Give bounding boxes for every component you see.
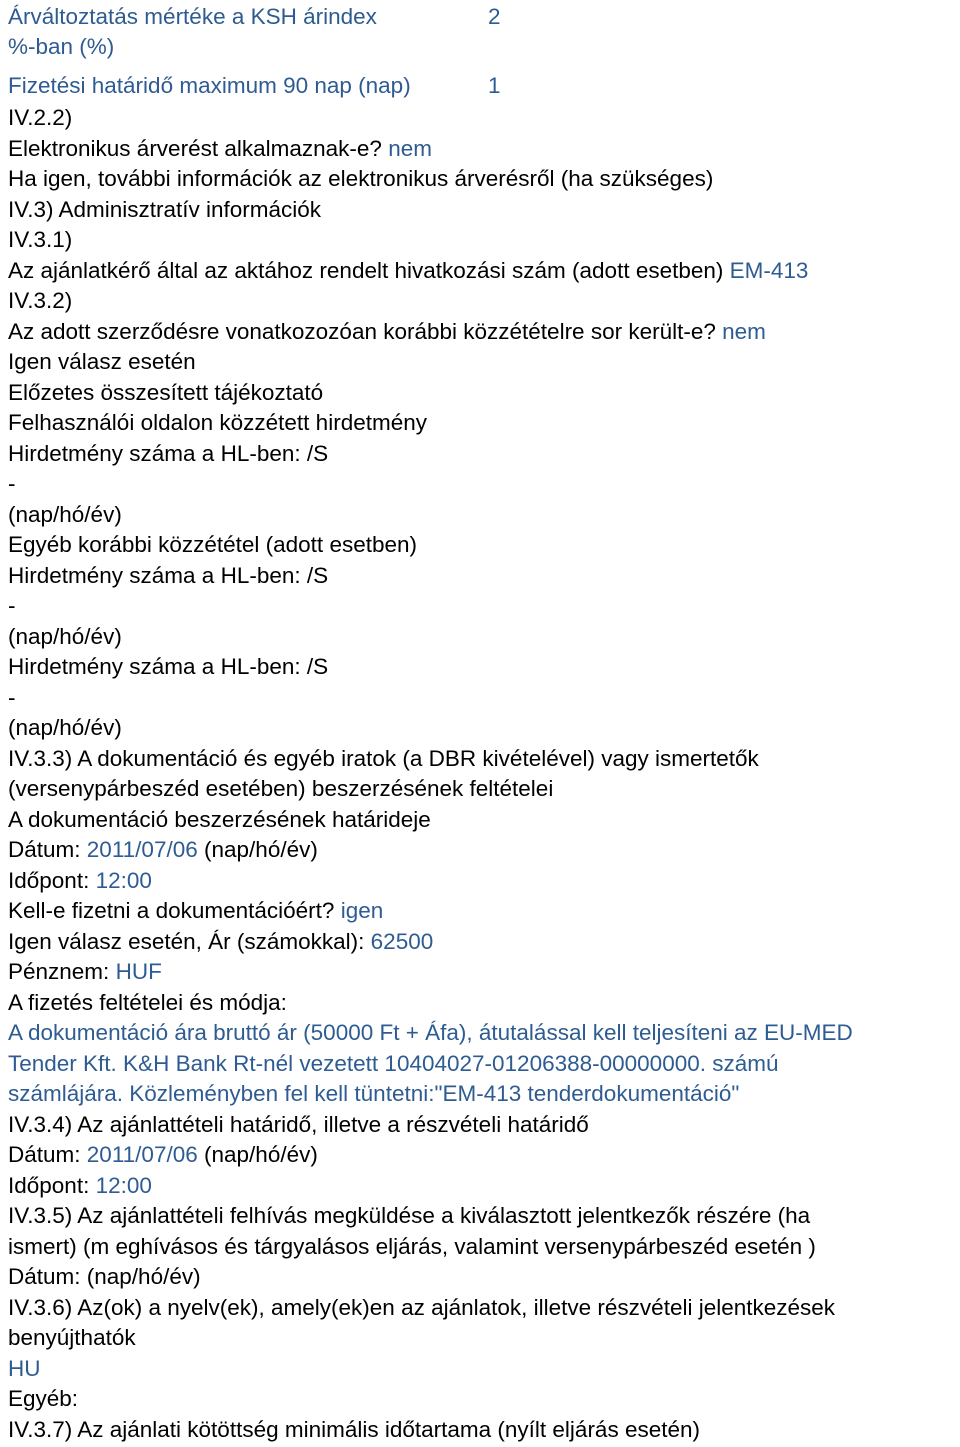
documentation-time-line <box>8 868 152 894</box>
invitation-date-line: Dátum: (nap/hó/év) <box>8 1264 201 1289</box>
section-heading: IV.3.7) Az ajánlati kötöttség minimális időtartama (nyílt eljárás esetén) <box>8 1417 700 1442</box>
payment-terms-text: A dokumentáció ára bruttó ár (50000 Ft + Áfa), átutalással kell teljesíteni az EU-MED <box>8 1020 853 1045</box>
section-heading: IV.3.2) <box>8 288 73 313</box>
price-line <box>8 929 433 955</box>
reference-number-line <box>8 258 808 284</box>
date-value: 2011/07/06 <box>86 837 198 862</box>
time-value: 12:00 <box>95 1173 152 1198</box>
time-label: Időpont: <box>8 1173 90 1198</box>
notice-number-dash: - <box>8 685 16 710</box>
payment-terms-label: A fizetés feltételei és módja: <box>8 990 287 1015</box>
criterion-weight: 2 <box>488 4 501 29</box>
price-label: Igen válasz esetén, Ár (számokkal): <box>8 929 365 954</box>
previous-publication-question: Az adott szerződésre vonatkozozóan korábbi közzétételre sor került-e? <box>8 319 716 344</box>
other-previous-publication: Egyéb korábbi közzététel (adott esetben) <box>8 532 417 557</box>
reference-number-label: Az ajánlatkérő által az aktához rendelt hivatkozási szám (adott esetben) <box>8 258 724 283</box>
notice-number-label: Hirdetmény száma a HL-ben: /S <box>8 441 329 466</box>
award-criteria-table <box>8 2 528 101</box>
tender-time-line <box>8 1173 152 1199</box>
previous-publication-line <box>8 319 766 345</box>
tender-date-line <box>8 1142 318 1168</box>
e-auction-info: Ha igen, további információk az elektronikus árverésről (ha szükséges) <box>8 166 714 191</box>
payment-terms-text: Tender Kft. K&H Bank Rt-nél vezetett 10404027-01206388-00000000. számú <box>8 1051 779 1076</box>
payment-required-line <box>8 898 383 924</box>
criterion-row <box>8 71 528 101</box>
documentation-date-line <box>8 837 318 863</box>
date-label: Dátum: <box>8 837 81 862</box>
documentation-deadline-label: A dokumentáció beszerzésének határideje <box>8 807 431 832</box>
notice-number-label: Hirdetmény száma a HL-ben: /S <box>8 654 329 679</box>
date-value: 2011/07/06 <box>86 1142 198 1167</box>
currency-line <box>8 959 162 985</box>
buyer-profile-notice: Felhasználói oldalon közzétett hirdetmény <box>8 410 427 435</box>
e-auction-question-line <box>8 136 432 162</box>
criterion-name: Árváltoztatás mértéke a KSH árindex <box>8 4 377 29</box>
e-auction-question: Elektronikus árverést alkalmaznak-e? <box>8 136 382 161</box>
prior-information-notice: Előzetes összesített tájékoztató <box>8 380 324 405</box>
date-label: Dátum: <box>8 1142 81 1167</box>
currency-value: HUF <box>115 959 162 984</box>
time-value: 12:00 <box>95 868 152 893</box>
e-auction-answer: nem <box>388 136 432 161</box>
price-value: 62500 <box>370 929 434 954</box>
section-heading: IV.2.2) <box>8 105 73 130</box>
criterion-weight: 1 <box>488 73 501 98</box>
criterion-row <box>8 2 528 32</box>
date-format: (nap/hó/év) <box>204 1142 318 1167</box>
date-format-label: (nap/hó/év) <box>8 502 122 527</box>
section-heading-continued: ismert) (m eghívásos és tárgyalásos eljárás, valamint versenypárbeszéd esetén ) <box>8 1234 816 1259</box>
criterion-name-line2: %-ban (%) <box>8 34 115 59</box>
currency-label: Pénznem: <box>8 959 110 984</box>
reference-number-value: EM-413 <box>729 258 809 283</box>
if-yes-label: Igen válasz esetén <box>8 349 196 374</box>
date-format: (nap/hó/év) <box>204 837 318 862</box>
payment-question: Kell-e fizetni a dokumentációért? <box>8 898 335 923</box>
section-heading: IV.3.6) Az(ok) a nyelv(ek), amely(ek)en az ajánlatok, illetve részvételi jelentkezések <box>8 1295 836 1320</box>
section-heading: IV.3.4) Az ajánlattételi határidő, illetve a részvételi határidő <box>8 1112 589 1137</box>
criterion-name-continued <box>8 32 528 62</box>
other-language-label: Egyéb: <box>8 1386 79 1411</box>
section-heading: IV.3.1) <box>8 227 73 252</box>
language-value: HU <box>8 1356 41 1381</box>
section-heading: IV.3.5) Az ajánlattételi felhívás megküldése a kiválasztott jelentkezők részére (ha <box>8 1203 811 1228</box>
previous-publication-answer: nem <box>722 319 766 344</box>
notice-number-dash: - <box>8 471 16 496</box>
date-format-label: (nap/hó/év) <box>8 624 122 649</box>
notice-number-dash: - <box>8 593 16 618</box>
payment-terms-text: számlájára. Közleményben fel kell tüntetni:"EM-413 tenderdokumentáció" <box>8 1081 740 1106</box>
section-heading-continued: benyújthatók <box>8 1325 136 1350</box>
date-format-label: (nap/hó/év) <box>8 715 122 740</box>
notice-number-label: Hirdetmény száma a HL-ben: /S <box>8 563 329 588</box>
section-heading-continued: (versenypárbeszéd esetében) beszerzésének feltételei <box>8 776 554 801</box>
criterion-name: Fizetési határidő maximum 90 nap (nap) <box>8 73 411 98</box>
time-label: Időpont: <box>8 868 90 893</box>
payment-answer: igen <box>340 898 384 923</box>
section-heading: IV.3.3) A dokumentáció és egyéb iratok (a DBR kivételével) vagy ismertetők <box>8 746 759 771</box>
section-heading: IV.3) Adminisztratív információk <box>8 197 322 222</box>
